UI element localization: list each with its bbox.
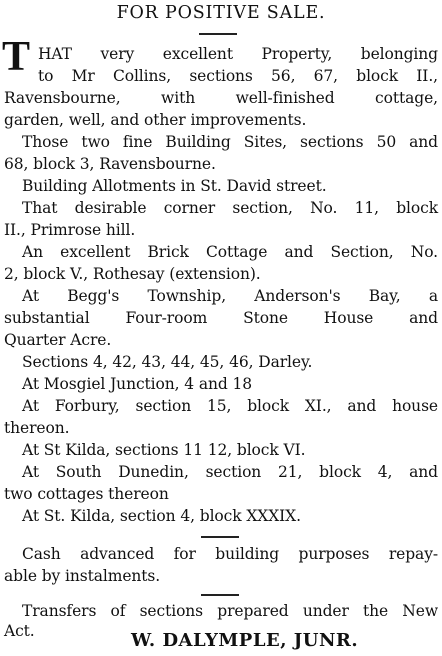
item-line: Building Allotments in St. David street. <box>22 177 327 195</box>
item-line: At Mosgiel Junction, 4 and 18 <box>22 375 253 393</box>
item-line: An excellent Brick Cottage and Section, No. <box>22 243 438 261</box>
advertisement-title: FOR POSITIVE SALE. <box>116 3 326 23</box>
item-line: 68, block 3, Ravensbourne. <box>4 155 216 173</box>
intro-line: HAT very excellent Property, belonging <box>38 45 438 63</box>
item-line: Sections 4, 42, 43, 44, 45, 46, Darley. <box>22 353 313 371</box>
item-line: Quarter Acre. <box>4 331 112 349</box>
item-line: II., Primrose hill. <box>4 221 136 239</box>
item-line: Those two fine Building Sites, sections 50 and <box>22 133 438 151</box>
intro-line: garden, well, and other improvements. <box>4 111 307 129</box>
note-line: Act. <box>4 622 35 640</box>
note-line: Transfers of sections prepared under the New <box>22 602 438 620</box>
intro-line: Ravensbourne, with well-finished cottage, <box>4 89 438 107</box>
divider <box>201 594 239 596</box>
drop-cap: T <box>2 34 31 80</box>
item-line: That desirable corner section, No. 11, block <box>22 199 438 217</box>
item-line: 2, block V., Rothesay (extension). <box>4 265 261 283</box>
item-line: substantial Four-room Stone House and <box>4 309 438 327</box>
item-line: At St. Kilda, section 4, block XXXIX. <box>22 507 301 525</box>
item-line: At Begg's Township, Anderson's Bay, a <box>22 287 438 305</box>
item-line: two cottages thereon <box>4 485 169 503</box>
note-line: Cash advanced for building purposes repay- <box>22 545 438 563</box>
signature: W. DALYMPLE, JUNR. <box>131 630 359 651</box>
item-line: thereon. <box>4 419 70 437</box>
item-line: At South Dunedin, section 21, block 4, and <box>22 463 438 481</box>
divider <box>201 536 239 538</box>
item-line: At Forbury, section 15, block XI., and house <box>22 397 438 415</box>
item-line: At St Kilda, sections 11 12, block VI. <box>22 441 306 459</box>
divider <box>199 33 237 35</box>
note-line: able by instalments. <box>4 567 161 585</box>
intro-line: to Mr Collins, sections 56, 67, block II., <box>38 67 438 85</box>
